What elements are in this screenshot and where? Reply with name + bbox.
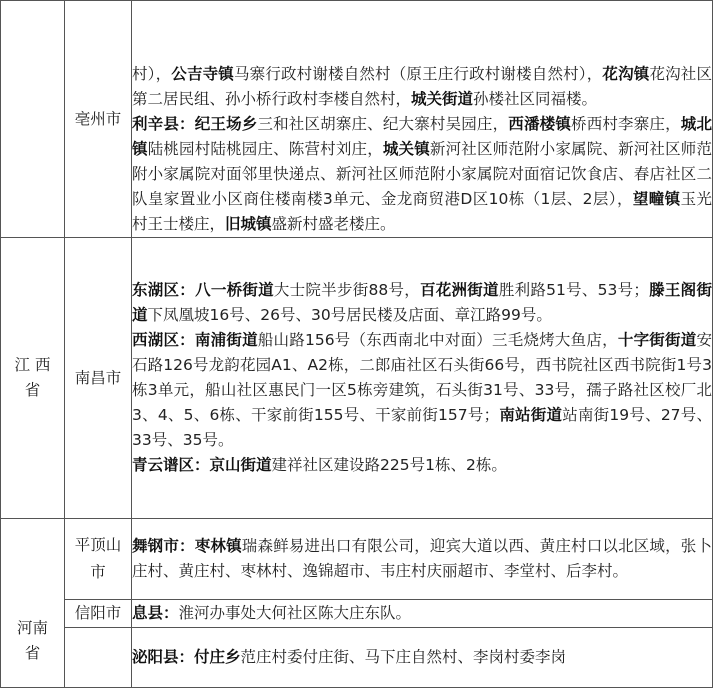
province-name-line-2: 省: [24, 381, 41, 399]
table-row-next-city: [1, 628, 713, 688]
table-row-bozhou: [1, 1, 713, 238]
place-name: 公吉寺镇: [171, 65, 234, 83]
city-name-line-1: 平顶山: [74, 536, 122, 554]
address-text: 范庄村委付庄街、马下庄自然村、李岗村委李岗: [240, 648, 567, 666]
address-text: 胜利路51号、53号；: [498, 281, 649, 299]
address-text: 盛新村盛老楼庄。: [271, 215, 396, 233]
area-paragraph: [132, 534, 712, 584]
area-paragraph: [132, 601, 712, 626]
place-name: 舞钢市：: [132, 537, 195, 555]
place-name: 纪王场乡: [194, 115, 258, 133]
place-name: 息县：: [132, 604, 179, 622]
address-text: 安石路126号龙韵花园A1、A2栋，二郎庙社区石头街66号，西书院社区西书院街1号3栋3单元，船山社区惠民门一区5栋旁建筑，石头街31号、33号，孺子路社区校厂北3、4、5、6栋、干家前街155号、干家前街157号；: [132, 331, 712, 424]
area-paragraph: [132, 453, 712, 478]
area-list-cell-nanchang: [132, 238, 713, 519]
place-name: 西湖区：: [132, 331, 195, 349]
place-name: 京山街道: [209, 456, 272, 474]
place-name: 滕王阁街道: [132, 281, 712, 324]
area-paragraph: [132, 62, 712, 112]
table-row-pingdingshan: [1, 519, 713, 600]
place-name: 付庄乡: [194, 648, 241, 666]
city-name-line-2: 市: [90, 563, 106, 581]
address-text: 马寨行政村谢楼自然村（原王庄行政村谢楼自然村），: [233, 65, 603, 83]
place-name: 城关街道: [411, 90, 474, 108]
table-row-xinyang: [1, 600, 713, 628]
area-list-cell-pingdingshan: [132, 519, 713, 600]
area-paragraph: [132, 328, 712, 453]
area-paragraph: [132, 112, 712, 237]
place-name: 枣林镇: [194, 537, 242, 555]
city-cell-nanchang: 南昌市: [65, 238, 132, 519]
city-cell-pingdingshan: [65, 519, 132, 600]
place-name: 城关镇: [382, 140, 430, 158]
place-name: 泌阳县：: [132, 648, 195, 666]
province-name-line-1: 河南: [16, 619, 48, 637]
province-cell-henan: [1, 519, 65, 688]
address-text: 大士院半步街88号，: [273, 281, 420, 299]
address-text: 淮河办事处大何社区陈大庄东队。: [178, 604, 412, 622]
address-text: 花沟社区第二居民组、孙小桥行政村李楼自然村，: [132, 65, 712, 108]
address-text: 桥西村李寨庄，: [571, 115, 681, 133]
address-text: 站南街19号、27号、33号、35号。: [132, 406, 712, 449]
province-name-line-1: 江 西: [14, 356, 51, 374]
province-cell-jiangxi: [1, 238, 65, 519]
place-name: 百花洲街道: [420, 281, 499, 299]
address-text: 船山路156号（东西南北中对面）三毛烧烤大鱼店，: [257, 331, 618, 349]
place-name: 南站街道: [499, 406, 563, 424]
province-name-line-2: 省: [24, 644, 41, 662]
city-cell-xinyang: 信阳市: [65, 600, 132, 628]
place-name: 八一桥街道: [195, 281, 274, 299]
address-text: 下凤凰坡16号、26号、30号居民楼及店面、章江路99号。: [147, 306, 552, 324]
place-name: 青云谱区：: [132, 456, 210, 474]
place-name: 西潘楼镇: [508, 115, 572, 133]
area-paragraph: [132, 278, 712, 328]
place-name: 旧城镇: [225, 215, 272, 233]
city-cell-bozhou: 亳州市: [65, 1, 132, 238]
province-cell-anhui-continued: [1, 1, 65, 238]
place-name: 望疃镇: [632, 190, 681, 208]
place-name: 花沟镇: [602, 65, 650, 83]
address-text: 瑞森鲜易进出口有限公司，迎宾大道以西、黄庄村口以北区域，张卜庄村、黄庄村、枣林村、逸锦超市、韦庄村庆丽超市、李堂村、后李村。: [132, 537, 712, 580]
table-row-nanchang: [1, 238, 713, 519]
address-text: 陆桃园村陆桃园庄、陈营村刘庄，: [147, 140, 383, 158]
place-name: 南浦街道: [194, 331, 258, 349]
address-text: 玉光村王士楼庄，: [132, 190, 712, 233]
place-name: 十字街街道: [617, 331, 697, 349]
place-name: 城北镇: [132, 115, 712, 158]
area-list-cell-xinyang: [132, 600, 713, 628]
address-text: 建祥社区建设路225号1栋、2栋。: [271, 456, 507, 474]
address-text: 三和社区胡寨庄、纪大寨村吴园庄，: [257, 115, 509, 133]
place-name: 东湖区：: [132, 281, 196, 299]
area-list-cell-bozhou: [132, 1, 713, 238]
area-paragraph: [132, 645, 712, 670]
address-text: 村），: [132, 65, 172, 83]
address-text: 孙楼社区同福楼。: [473, 90, 598, 108]
city-cell-next: [65, 628, 132, 688]
address-text: 新河社区师范附小家属院、新河社区师范附小家属院对面邻里快递点、新河社区师范附小家属院对面宿记饮食店、春店社区二队皇家置业小区商住楼南楼3单元、金龙商贸港D区10栋（1层、2层），: [132, 140, 712, 208]
place-name: 利辛县：: [132, 115, 195, 133]
area-list-cell-next: [132, 628, 713, 688]
